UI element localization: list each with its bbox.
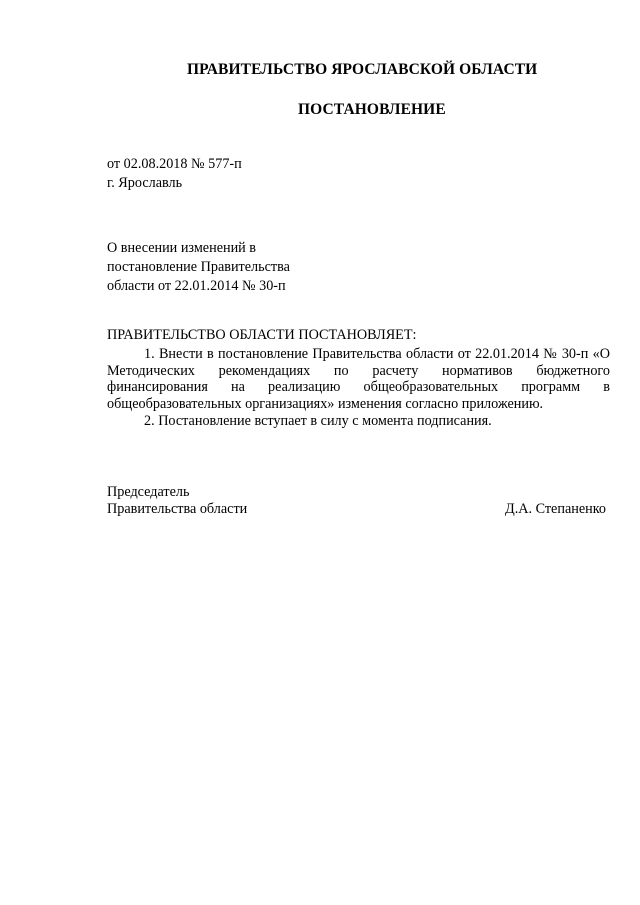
subject-line-1: О внесении изменений в [107, 240, 257, 256]
signatory-position-line-1: Председатель [107, 484, 190, 500]
decree-heading: ПРАВИТЕЛЬСТВО ОБЛАСТИ ПОСТАНОВЛЯЕТ: [107, 327, 417, 343]
decree-item-2: 2. Постановление вступает в силу с момента подписания. [144, 413, 492, 429]
subject-line-2: постановление Правительства [107, 259, 290, 275]
subject-line-3: области от 22.01.2014 № 30-п [107, 278, 286, 294]
decree-item-1: 1. Внести в постановление Правительства области от 22.01.2014 № 30-п «О Методических рекомендациях по расчету нормативов бюджетного финансирования на реализацию общеобразовательных программ в общеобразовательных организациях» изменения согласно приложению. [107, 346, 610, 412]
signatory-position-line-2: Правительства области [107, 501, 248, 517]
organization-title: ПРАВИТЕЛЬСТВО ЯРОСЛАВСКОЙ ОБЛАСТИ [187, 61, 538, 78]
document-type-title: ПОСТАНОВЛЕНИЕ [298, 101, 446, 118]
signatory-name: Д.А. Степаненко [505, 501, 606, 517]
city: г. Ярославль [107, 175, 183, 191]
date-number: от 02.08.2018 № 577-п [107, 156, 242, 172]
